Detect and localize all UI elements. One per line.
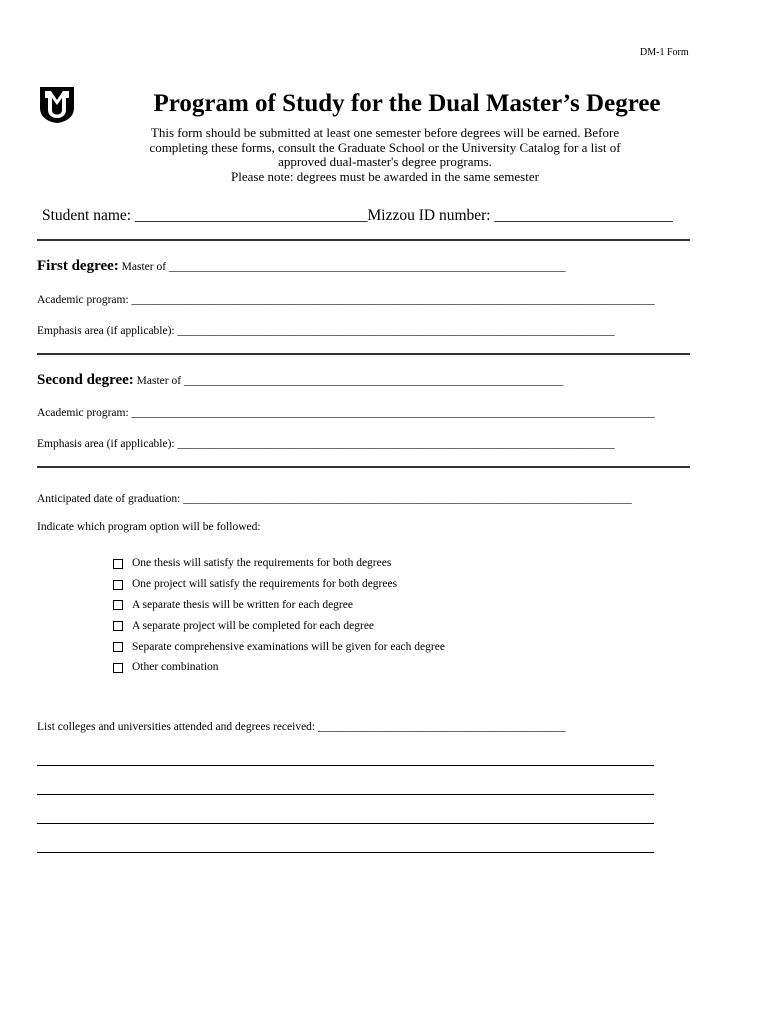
second-academic-program-field[interactable]: Academic program: ___________________________________________________________________________________________ xyxy=(37,407,655,419)
option-label: One thesis will satisfy the requirements for both degrees xyxy=(132,557,392,570)
page-title: Program of Study for the Dual Master’s Degree xyxy=(153,90,661,117)
option-row[interactable] xyxy=(113,657,445,678)
first-emphasis-area-field[interactable]: Emphasis area (if applicable): ____________________________________________________________________________ xyxy=(37,325,615,337)
option-row[interactable] xyxy=(113,595,445,616)
checkbox[interactable] xyxy=(113,642,123,652)
checkbox[interactable] xyxy=(113,621,123,631)
second-degree-master-of[interactable]: Master of __________________________________________________________________ xyxy=(133,375,564,387)
intro-line: approved dual-master's degree programs. xyxy=(278,154,492,169)
intro-line: Please note: degrees must be awarded in the same semester xyxy=(231,168,539,184)
second-degree-field[interactable] xyxy=(37,372,563,389)
colleges-blank-line[interactable] xyxy=(37,794,654,795)
section-divider xyxy=(37,239,690,241)
first-degree-master-of[interactable]: Master of _____________________________________________________________________ xyxy=(118,261,566,273)
form-code: DM-1 Form xyxy=(640,47,689,58)
section-divider xyxy=(37,353,690,355)
option-row[interactable] xyxy=(113,636,445,657)
intro-line: This form should be submitted at least one semester before degrees will be earned. Before xyxy=(150,125,620,140)
first-degree-field[interactable] xyxy=(37,258,566,275)
option-label: Other combination xyxy=(132,661,219,674)
option-label: One project will satisfy the requirements for both degrees xyxy=(132,578,398,591)
colleges-blank-line[interactable] xyxy=(37,823,654,824)
checkbox[interactable] xyxy=(113,580,123,590)
option-row[interactable] xyxy=(113,553,445,574)
first-degree-heading: First degree: xyxy=(37,258,119,274)
student-name-field[interactable]: Student name: ______________________________Mizzou ID number: _______________________ xyxy=(42,207,673,224)
colleges-field[interactable]: List colleges and universities attended and degrees received: ___________________________________________ xyxy=(37,721,566,733)
option-row[interactable] xyxy=(113,615,445,636)
option-row[interactable] xyxy=(113,574,445,595)
section-divider xyxy=(37,466,690,468)
option-prompt: Indicate which program option will be followed: xyxy=(37,521,261,533)
option-label: Separate comprehensive examinations will be given for each degree xyxy=(132,640,445,653)
intro-text xyxy=(0,126,770,184)
second-emphasis-area-field[interactable]: Emphasis area (if applicable): ____________________________________________________________________________ xyxy=(37,438,615,450)
colleges-blank-line[interactable] xyxy=(37,852,654,853)
option-label: A separate project will be completed for each degree xyxy=(132,619,375,632)
intro-line: completing these forms, consult the Graduate School or the University Catalog for a list of xyxy=(149,139,621,155)
checkbox[interactable] xyxy=(113,559,123,569)
graduation-date-field[interactable]: Anticipated date of graduation: ______________________________________________________________________________ xyxy=(37,493,632,505)
second-degree-heading: Second degree: xyxy=(37,372,134,388)
option-label: A separate thesis will be written for each degree xyxy=(132,598,353,611)
colleges-blank-line[interactable] xyxy=(37,765,654,766)
first-academic-program-field[interactable]: Academic program: ___________________________________________________________________________________________ xyxy=(37,294,655,306)
checkbox[interactable] xyxy=(113,600,123,610)
checkbox[interactable] xyxy=(113,663,123,673)
program-options xyxy=(113,553,445,678)
